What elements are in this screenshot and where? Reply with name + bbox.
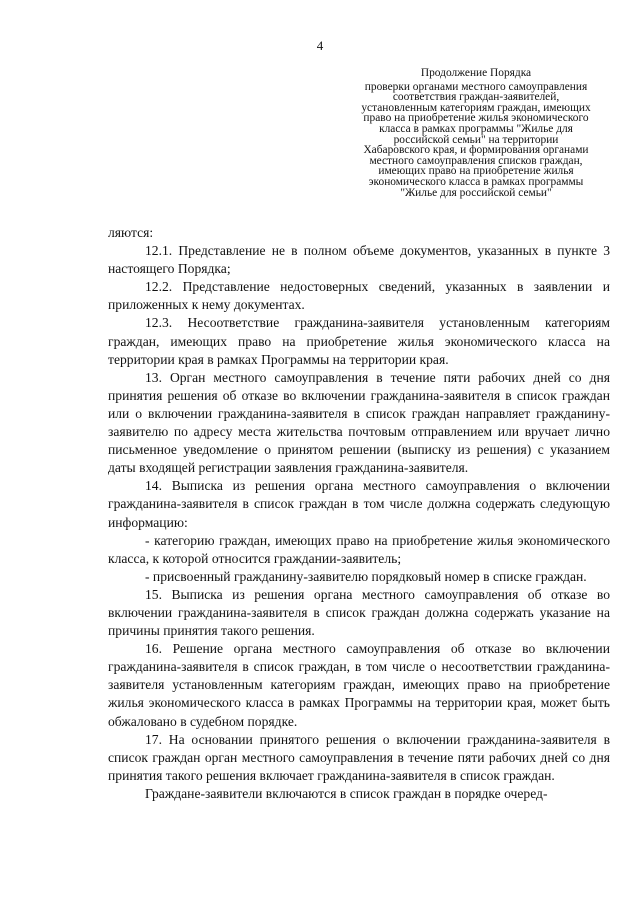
- paragraph: Граждане-заявители включаются в список граждан в порядке очеред-: [145, 785, 548, 801]
- paragraph-17: 17. На основании принятого решения о включении гражданина-заявителя в список граждан орган местного самоуправления в течение пяти рабочих дней со дня принятия такого решения включает гражданина-заявителя в список граждан.: [108, 731, 610, 783]
- paragraph: ляются:: [108, 225, 154, 240]
- header-title: Продолжение Порядка: [420, 67, 532, 79]
- paragraph-12-3: 12.3. Несоответствие гражданина-заявителя установленным категориям граждан, имеющих право на приобретение жилья экономического класса на территории края в рамках Программы на территории края.: [108, 315, 610, 367]
- list-item: - категорию граждан, имеющих право на приобретение жилья экономического класса, к которой относится граждании-заявитель;: [108, 532, 610, 566]
- header-line: проверки органами местного самоуправления: [364, 80, 588, 93]
- paragraph-12-2: 12.2. Представление недостоверных сведений, указанных в заявлении и приложенных к нему документах.: [108, 279, 610, 313]
- list-item: - присвоенный гражданину-заявителю порядковый номер в списке граждан.: [145, 568, 587, 584]
- paragraph-13: 13. Орган местного самоуправления в течение пяти рабочих дней со дня принятия решения об отказе во включении гражданина-заявителя в список граждан или о включении гражданина-заявителя в список граждан направляет гражданину-заявителю по адресу места жительства почтовым отправлением или вручает лично письменное уведомление о принятом решении (выписку из решения) с указанием даты входящей регистрации заявления гражданина-заявителя.: [108, 369, 610, 476]
- page-number: 4: [316, 38, 324, 53]
- header-line: российской семьи" на территории: [393, 133, 559, 146]
- paragraph-16: 16. Решение органа местного самоуправления об отказе во включении гражданина-заявителя в список граждан, в том числе о несоответствии гражданина-заявителя установленным категориям граждан, имеющих право на приобретение жилья экономического класса в рамках Программы на территории края, может быть обжаловано в судебном порядке.: [108, 641, 610, 729]
- header-line: "Жилье для российской семьи": [400, 186, 552, 199]
- header-line: местного самоуправления списков граждан,: [369, 154, 583, 167]
- document-header: [336, 68, 616, 198]
- header-line: установленным категориям граждан, имеющих: [361, 101, 591, 114]
- header-line: соответствия граждан-заявителей,: [392, 91, 560, 104]
- paragraph-12-1: 12.1. Представление не в полном объеме документов, указанных в пункте 3 настоящего Порядка;: [108, 243, 610, 277]
- paragraph-14: 14. Выписка из решения органа местного самоуправления о включении гражданина-заявителя в список граждан в том числе должна содержать следующую информацию:: [108, 478, 610, 530]
- paragraph-15: 15. Выписка из решения органа местного самоуправления об отказе во включении гражданина-заявителя в список граждан должна содержать указание на причины принятия такого решения.: [108, 586, 610, 639]
- header-line: Хабаровского края, и формирования органами: [363, 144, 589, 157]
- document-body: [108, 224, 610, 803]
- header-line: право на приобретение жилья экономического: [363, 112, 589, 125]
- header-line: имеющих право на приобретение жилья: [378, 165, 574, 178]
- header-line: класса в рамках программы "Жилье для: [379, 122, 573, 135]
- header-line: экономического класса в рамках программы: [368, 175, 584, 188]
